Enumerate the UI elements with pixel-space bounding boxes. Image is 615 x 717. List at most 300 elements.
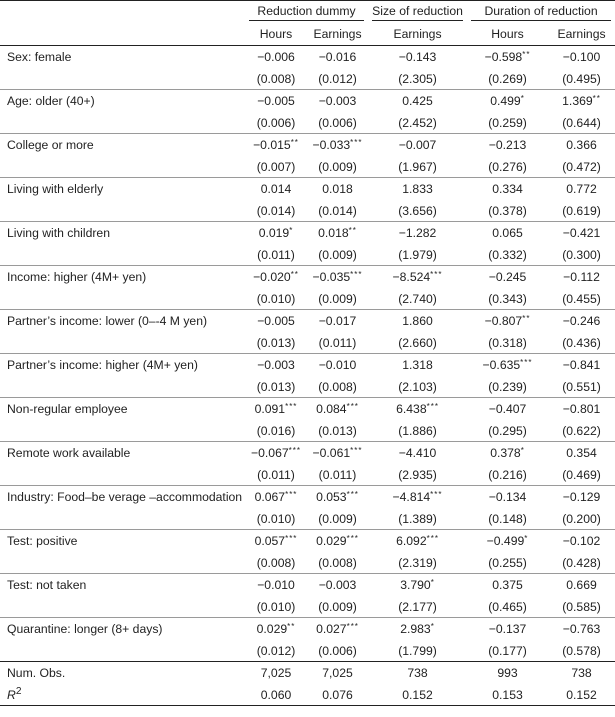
std-error-row — [0, 552, 615, 574]
coefficient-cell — [368, 46, 467, 69]
coefficient-cell — [245, 90, 307, 113]
coefficient-cell — [245, 618, 307, 641]
significance-stars: *** — [430, 270, 443, 279]
coefficient-value: 1.860 — [402, 314, 433, 328]
coefficient-cell — [307, 266, 368, 289]
coefficient-value: −0.067 — [251, 446, 289, 460]
group-header: Reduction dummy — [245, 1, 368, 24]
coefficient-cell — [307, 90, 368, 113]
row-label-spacer — [0, 200, 245, 222]
row-label-spacer — [0, 332, 245, 354]
row-label: Partner’s income: higher (4M+ yen) — [0, 354, 245, 377]
std-error-cell: (0.009) — [318, 599, 357, 614]
significance-stars: *** — [285, 534, 298, 543]
std-error-cell: (0.177) — [488, 643, 527, 658]
coefficient-value: −0.137 — [488, 622, 527, 636]
std-error-cell: (0.013) — [318, 423, 357, 438]
coefficient-cell — [548, 266, 615, 289]
coefficient-value: 0.334 — [492, 182, 523, 196]
std-error-row — [0, 464, 615, 486]
row-label: Non-regular employee — [0, 398, 245, 421]
significance-stars: * — [430, 622, 435, 631]
header-spacer — [0, 1, 245, 24]
std-error-cell: (0.216) — [488, 467, 527, 482]
coefficient-cell — [368, 442, 467, 465]
coefficient-value: 3.790 — [400, 578, 431, 592]
coefficient-value: −0.421 — [562, 226, 601, 240]
coefficient-cell — [467, 90, 548, 113]
std-error-cell: (0.378) — [488, 203, 527, 218]
coefficient-cell — [467, 354, 548, 377]
coefficient-cell — [368, 354, 467, 377]
coefficient-value: −0.016 — [318, 50, 357, 64]
coefficient-value: −0.763 — [562, 622, 601, 636]
coefficient-cell — [467, 618, 548, 641]
coefficient-cell — [368, 310, 467, 333]
coefficient-value: −4.410 — [398, 446, 437, 460]
coefficient-cell — [368, 90, 467, 113]
std-error-cell: (0.332) — [488, 247, 527, 262]
row-label-spacer — [0, 420, 245, 442]
coefficient-value: 0.772 — [566, 182, 597, 196]
r2-superscript: 2 — [15, 686, 22, 698]
row-label-spacer — [0, 288, 245, 310]
coefficient-value: −0.006 — [257, 50, 295, 64]
std-error-cell: (0.619) — [562, 203, 601, 218]
coefficient-value: −0.134 — [488, 490, 527, 504]
estimate-row — [0, 354, 615, 377]
coefficient-value: −4.814 — [392, 490, 431, 504]
obs-value: 7,025 — [307, 662, 368, 685]
table-body — [0, 46, 615, 662]
row-label: Income: higher (4M+ yen) — [0, 266, 245, 289]
significance-stars: ** — [522, 314, 531, 323]
coefficient-value: 1.318 — [402, 358, 433, 372]
column-header: Hours — [467, 23, 548, 46]
coefficient-value: −0.005 — [257, 314, 295, 328]
significance-stars: *** — [350, 446, 363, 455]
std-error-cell: (2.660) — [398, 335, 437, 350]
std-error-cell: (0.006) — [318, 643, 357, 658]
std-error-row — [0, 596, 615, 618]
estimate-row — [0, 486, 615, 509]
coefficient-value: 0.053 — [316, 490, 347, 504]
coefficient-cell — [245, 310, 307, 333]
coefficient-cell — [467, 222, 548, 245]
coefficient-cell — [467, 178, 548, 201]
row-label: College or more — [0, 134, 245, 157]
std-error-cell: (0.585) — [562, 599, 601, 614]
coefficient-cell — [307, 530, 368, 553]
coefficient-cell — [548, 618, 615, 641]
coefficient-value: −0.003 — [318, 578, 357, 592]
estimate-row — [0, 398, 615, 421]
estimate-row — [0, 618, 615, 641]
obs-value: 738 — [368, 662, 467, 685]
std-error-cell: (0.013) — [256, 379, 296, 394]
std-error-cell: (0.295) — [488, 423, 527, 438]
coefficient-cell — [548, 530, 615, 553]
coefficient-value: 0.375 — [492, 578, 523, 592]
coefficient-value: −0.807 — [484, 314, 523, 328]
std-error-cell: (0.622) — [562, 423, 601, 438]
std-error-cell: (0.013) — [256, 335, 296, 350]
significance-stars: * — [520, 94, 525, 103]
r2-value: 0.152 — [548, 684, 615, 706]
r2-value: 0.060 — [245, 684, 307, 706]
std-error-cell: (0.200) — [562, 511, 601, 526]
std-error-cell: (0.012) — [318, 71, 357, 86]
coefficient-cell — [245, 178, 307, 201]
row-label: Quarantine: longer (8+ days) — [0, 618, 245, 641]
row-label: Sex: female — [7, 50, 72, 64]
column-header: Earnings — [548, 23, 615, 46]
coefficient-cell — [368, 618, 467, 641]
std-error-row — [0, 376, 615, 398]
coefficient-value: 0.067 — [254, 490, 286, 504]
coefficient-value: 0.091 — [254, 402, 286, 416]
coefficient-cell — [467, 46, 548, 69]
std-error-cell: (0.008) — [318, 379, 357, 394]
coefficient-value: −0.246 — [562, 314, 601, 328]
coefficient-cell — [307, 398, 368, 421]
obs-value: 993 — [467, 662, 548, 685]
significance-stars: ** — [290, 138, 299, 147]
coefficient-value: −0.102 — [562, 534, 601, 548]
estimate-row — [0, 530, 615, 553]
std-error-cell: (0.269) — [488, 71, 527, 86]
std-error-cell: (0.011) — [318, 335, 357, 350]
coefficient-value: −0.010 — [318, 358, 357, 372]
coefficient-cell — [467, 530, 548, 553]
row-label-spacer — [0, 68, 245, 90]
std-error-cell: (0.006) — [256, 115, 296, 130]
std-error-cell: (0.011) — [257, 247, 295, 262]
coefficient-cell — [467, 266, 548, 289]
std-error-row — [0, 420, 615, 442]
coefficient-cell — [548, 134, 615, 157]
estimate-row — [0, 46, 615, 69]
std-error-cell: (0.011) — [318, 467, 357, 482]
coefficient-cell — [548, 90, 615, 113]
coefficient-cell — [368, 486, 467, 509]
coefficient-value: −0.213 — [488, 138, 527, 152]
coefficient-cell — [245, 222, 307, 245]
significance-stars: *** — [520, 358, 533, 367]
coefficient-cell — [245, 354, 307, 377]
estimate-row — [0, 574, 615, 597]
coefficient-cell — [307, 354, 368, 377]
coefficient-cell — [467, 574, 548, 597]
coefficient-value: 0.018 — [318, 226, 349, 240]
std-error-cell: (0.495) — [562, 71, 601, 86]
header-column-row — [0, 23, 615, 46]
coefficient-cell — [368, 398, 467, 421]
coefficient-value: 2.983 — [400, 622, 431, 636]
coefficient-value: 0.425 — [402, 94, 433, 108]
std-error-cell: (0.644) — [562, 115, 601, 130]
significance-stars: *** — [350, 270, 363, 279]
coefficient-value: 0.018 — [322, 182, 353, 196]
coefficient-value: 0.499 — [490, 94, 521, 108]
significance-stars: *** — [288, 446, 301, 455]
row-label: Remote work available — [0, 442, 245, 465]
std-error-cell: (0.239) — [488, 379, 527, 394]
std-error-cell: (0.472) — [562, 159, 601, 174]
std-error-cell: (1.389) — [398, 511, 437, 526]
row-label-spacer — [0, 552, 245, 574]
significance-stars: *** — [285, 490, 298, 499]
std-error-cell: (1.979) — [398, 247, 437, 262]
row-label: Age: older (40+) — [0, 90, 245, 113]
std-error-cell: (0.008) — [318, 555, 357, 570]
significance-stars: ** — [522, 50, 531, 59]
std-error-cell: (0.007) — [256, 159, 296, 174]
std-error-cell: (0.016) — [256, 423, 296, 438]
coefficient-value: −0.407 — [488, 402, 527, 416]
significance-stars: *** — [346, 402, 359, 411]
std-error-cell: (0.318) — [488, 335, 527, 350]
coefficient-cell — [548, 442, 615, 465]
std-error-cell: (2.740) — [398, 291, 437, 306]
coefficient-value: 0.019 — [258, 226, 290, 240]
coefficient-value: −0.061 — [312, 446, 351, 460]
std-error-row — [0, 200, 615, 222]
std-error-cell: (0.009) — [318, 247, 357, 262]
estimate-row — [0, 310, 615, 333]
coefficient-value: 0.057 — [254, 534, 286, 548]
coefficient-value: −0.035 — [312, 270, 351, 284]
significance-stars: *** — [285, 402, 298, 411]
significance-stars: *** — [346, 490, 359, 499]
std-error-row — [0, 112, 615, 134]
group-header: Size of reduction — [368, 1, 467, 24]
std-error-row — [0, 332, 615, 354]
coefficient-value: −0.112 — [563, 270, 600, 284]
obs-value: 7,025 — [245, 662, 307, 685]
coefficient-cell — [307, 618, 368, 641]
coefficient-cell — [548, 222, 615, 245]
std-error-cell: (0.551) — [562, 379, 601, 394]
coefficient-cell — [548, 574, 615, 597]
coefficient-cell — [245, 266, 307, 289]
coefficient-cell — [245, 530, 307, 553]
coefficient-value: 0.027 — [316, 622, 347, 636]
coefficient-value: 0.669 — [566, 578, 597, 592]
coefficient-cell — [467, 310, 548, 333]
coefficient-value: 0.014 — [260, 182, 292, 196]
std-error-cell: (0.343) — [488, 291, 527, 306]
estimate-row — [0, 90, 615, 113]
significance-stars: * — [289, 226, 294, 235]
coefficient-value: −1.282 — [398, 226, 437, 240]
coefficient-cell — [307, 486, 368, 509]
std-error-row — [0, 640, 615, 662]
std-error-cell: (0.255) — [488, 555, 527, 570]
row-label: Test: not taken — [0, 574, 245, 597]
significance-stars: *** — [426, 534, 439, 543]
row-label: Living with children — [0, 222, 245, 245]
header-group-row — [0, 1, 615, 24]
coefficient-cell — [467, 486, 548, 509]
std-error-cell: (0.455) — [562, 291, 601, 306]
std-error-cell: (1.967) — [398, 159, 437, 174]
std-error-cell: (0.014) — [256, 203, 296, 218]
std-error-cell: (0.008) — [256, 71, 296, 86]
std-error-cell: (0.009) — [318, 159, 357, 174]
coefficient-cell — [548, 178, 615, 201]
coefficient-value: −0.635 — [482, 358, 521, 372]
std-error-cell: (2.305) — [398, 71, 437, 86]
coefficient-cell — [307, 574, 368, 597]
coefficient-cell — [307, 178, 368, 201]
row-label-spacer — [0, 596, 245, 618]
significance-stars: ** — [290, 270, 299, 279]
r2-symbol: R — [7, 688, 16, 703]
coefficient-cell — [307, 134, 368, 157]
row-label: Industry: Food–be verage –accommodation — [0, 486, 245, 509]
r2-row — [0, 684, 615, 706]
coefficient-value: −0.598 — [484, 50, 523, 64]
row-label-spacer — [0, 640, 245, 662]
std-error-cell: (0.010) — [256, 599, 296, 614]
coefficient-value: −0.017 — [318, 314, 357, 328]
column-header: Hours — [245, 23, 307, 46]
coefficient-value: −0.499 — [486, 534, 525, 548]
r2-value: 0.152 — [368, 684, 467, 706]
row-label-spacer — [0, 464, 245, 486]
estimate-row — [0, 178, 615, 201]
std-error-cell: (0.010) — [256, 511, 296, 526]
coefficient-cell — [245, 46, 307, 69]
coefficient-value: 0.029 — [316, 534, 347, 548]
coefficient-value: 0.366 — [566, 138, 597, 152]
coefficient-value: −0.020 — [253, 270, 291, 284]
row-label-spacer — [0, 508, 245, 530]
estimate-row — [0, 266, 615, 289]
significance-stars: * — [520, 446, 525, 455]
row-label: Test: positive — [0, 530, 245, 553]
r2-value: 0.076 — [307, 684, 368, 706]
coefficient-cell — [368, 266, 467, 289]
std-error-cell: (0.428) — [562, 555, 601, 570]
std-error-cell: (0.011) — [257, 467, 295, 482]
significance-stars: ** — [592, 94, 601, 103]
std-error-row — [0, 244, 615, 266]
coefficient-value: −0.143 — [398, 50, 437, 64]
coefficient-cell — [548, 310, 615, 333]
coefficient-cell — [307, 442, 368, 465]
std-error-cell: (0.469) — [562, 467, 601, 482]
significance-stars: *** — [346, 534, 359, 543]
std-error-cell: (2.177) — [398, 599, 437, 614]
estimate-row — [0, 222, 615, 245]
r2-value: 0.153 — [467, 684, 548, 706]
coefficient-cell — [467, 134, 548, 157]
coefficient-cell — [368, 574, 467, 597]
coefficient-cell — [368, 222, 467, 245]
coefficient-value: −0.100 — [562, 50, 601, 64]
coefficient-value: 0.084 — [316, 402, 347, 416]
group-header: Duration of reduction — [467, 1, 615, 24]
significance-stars: ** — [287, 622, 296, 631]
significance-stars: ** — [348, 226, 357, 235]
std-error-row — [0, 288, 615, 310]
std-error-cell: (0.436) — [562, 335, 601, 350]
coefficient-value: 6.092 — [396, 534, 427, 548]
row-label-spacer — [0, 244, 245, 266]
significance-stars: *** — [430, 490, 443, 499]
coefficient-value: 0.065 — [492, 226, 523, 240]
row-label-spacer — [0, 112, 245, 134]
std-error-cell: (0.014) — [318, 203, 357, 218]
column-header: Earnings — [307, 23, 368, 46]
coefficient-value: −0.129 — [562, 490, 601, 504]
coefficient-value: 1.833 — [402, 182, 433, 196]
coefficient-cell — [245, 486, 307, 509]
header-spacer — [0, 23, 245, 46]
std-error-cell: (1.886) — [398, 423, 437, 438]
coefficient-value: 0.354 — [566, 446, 597, 460]
std-error-cell: (0.276) — [488, 159, 527, 174]
significance-stars: *** — [426, 402, 439, 411]
std-error-row — [0, 68, 615, 90]
estimate-row — [0, 442, 615, 465]
coefficient-cell — [467, 442, 548, 465]
std-error-cell: (0.259) — [488, 115, 527, 130]
std-error-cell: (0.009) — [318, 291, 357, 306]
row-label — [0, 684, 245, 706]
coefficient-value: −0.801 — [562, 402, 601, 416]
std-error-cell: (0.010) — [256, 291, 296, 306]
std-error-cell: (2.319) — [398, 555, 437, 570]
coefficient-cell — [307, 46, 368, 69]
coefficient-cell — [307, 310, 368, 333]
std-error-cell: (0.300) — [562, 247, 601, 262]
coefficient-value: −0.003 — [318, 94, 357, 108]
coefficient-cell — [245, 574, 307, 597]
std-error-cell: (0.465) — [488, 599, 527, 614]
coefficient-value: −0.005 — [257, 94, 295, 108]
coefficient-value: 0.029 — [256, 622, 288, 636]
obs-value: 738 — [548, 662, 615, 685]
row-label-spacer — [0, 376, 245, 398]
coefficient-cell — [307, 222, 368, 245]
std-error-cell: (3.656) — [398, 203, 437, 218]
significance-stars: * — [524, 534, 529, 543]
std-error-cell: (0.012) — [256, 643, 296, 658]
estimate-row — [0, 134, 615, 157]
coefficient-value: −0.003 — [257, 358, 295, 372]
std-error-cell: (0.006) — [318, 115, 357, 130]
std-error-row — [0, 508, 615, 530]
row-label-spacer — [0, 156, 245, 178]
coefficient-cell — [245, 134, 307, 157]
coefficient-value: −0.015 — [253, 138, 291, 152]
std-error-cell: (0.009) — [318, 511, 357, 526]
row-label: Living with elderly — [0, 178, 245, 201]
coefficient-value: −0.033 — [312, 138, 351, 152]
coefficient-value: 1.369 — [562, 94, 593, 108]
coefficient-value: −8.524 — [392, 270, 431, 284]
std-error-cell: (2.452) — [398, 115, 437, 130]
row-label: Num. Obs. — [0, 662, 245, 685]
significance-stars: *** — [350, 138, 363, 147]
std-error-cell: (0.578) — [562, 643, 601, 658]
coefficient-cell — [548, 486, 615, 509]
coefficient-cell — [548, 398, 615, 421]
coefficient-value: 6.438 — [396, 402, 427, 416]
